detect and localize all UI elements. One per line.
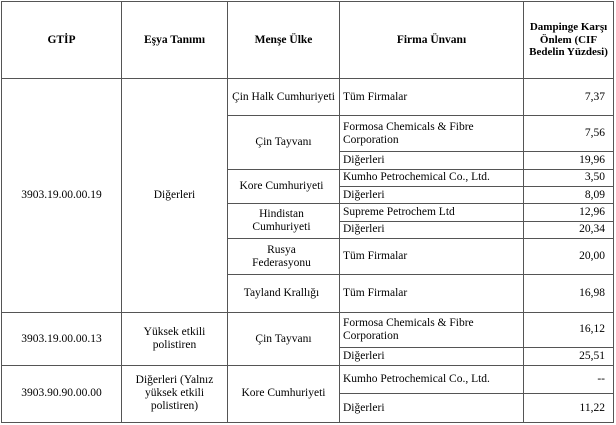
rate-cell: -- (524, 365, 614, 393)
esya-cell: Yüksek etkili polistiren (122, 313, 228, 366)
country-cell: Çin Tayvanı (228, 313, 340, 366)
rate-cell: 19,96 (524, 152, 614, 169)
table-row (2, 79, 614, 116)
firma-cell: Diğerleri (340, 187, 524, 204)
country-cell: Kore Cumhuriyeti (228, 365, 340, 422)
firma-cell: Diğerleri (340, 394, 524, 423)
rate-cell: 16,12 (524, 313, 614, 348)
rate-cell: 7,37 (524, 79, 614, 116)
firma-cell: Tüm Firmalar (340, 79, 524, 116)
gtip-cell: 3903.19.00.00.19 (2, 79, 122, 313)
firma-cell: Formosa Chemicals & Fibre Corporation (340, 115, 524, 152)
firma-cell: Tüm Firmalar (340, 275, 524, 313)
rate-cell: 11,22 (524, 394, 614, 423)
rate-cell: 16,98 (524, 275, 614, 313)
firma-cell: Diğerleri (340, 347, 524, 365)
header-damping-orani: Dampinge Karşı Önlem (CIF Bedelin Yüzdesi) (524, 2, 614, 79)
rate-cell: 20,34 (524, 221, 614, 238)
firma-cell: Diğerleri (340, 152, 524, 169)
header-mense-ulke: Menşe Ülke (228, 2, 340, 79)
firma-cell: Kumho Petrochemical Co., Ltd. (340, 365, 524, 393)
table-row (2, 313, 614, 348)
country-cell: Kore Cumhuriyeti (228, 169, 340, 204)
esya-cell: Diğerleri (122, 79, 228, 313)
rate-cell: 12,96 (524, 204, 614, 221)
rate-cell: 3,50 (524, 169, 614, 186)
table-row (2, 365, 614, 393)
country-cell: Çin Halk Cumhuriyeti (228, 79, 340, 116)
rate-cell: 8,09 (524, 187, 614, 204)
firma-cell: Supreme Petrochem Ltd (340, 204, 524, 221)
header-firma-unvani: Firma Ünvanı (340, 2, 524, 79)
rate-cell: 20,00 (524, 238, 614, 275)
firma-cell: Formosa Chemicals & Fibre Corporation (340, 313, 524, 348)
gtip-cell: 3903.19.00.00.13 (2, 313, 122, 366)
gtip-cell: 3903.90.90.00.00 (2, 365, 122, 422)
anti-dumping-table (1, 1, 614, 423)
country-cell: Tayland Krallığı (228, 275, 340, 313)
firma-cell: Kumho Petrochemical Co., Ltd. (340, 169, 524, 186)
header-gtip: GTİP (2, 2, 122, 79)
firma-cell: Diğerleri (340, 221, 524, 238)
country-cell: Rusya Federasyonu (228, 238, 340, 275)
country-cell: Hindistan Cumhuriyeti (228, 204, 340, 239)
header-esya-tanimi: Eşya Tanımı (122, 2, 228, 79)
rate-cell: 7,56 (524, 115, 614, 152)
esya-cell: Diğerleri (Yalnız yüksek etkili polistiren) (122, 365, 228, 422)
rate-cell: 25,51 (524, 347, 614, 365)
country-cell: Çin Tayvanı (228, 115, 340, 169)
firma-cell: Tüm Firmalar (340, 238, 524, 275)
header-row (2, 2, 614, 79)
